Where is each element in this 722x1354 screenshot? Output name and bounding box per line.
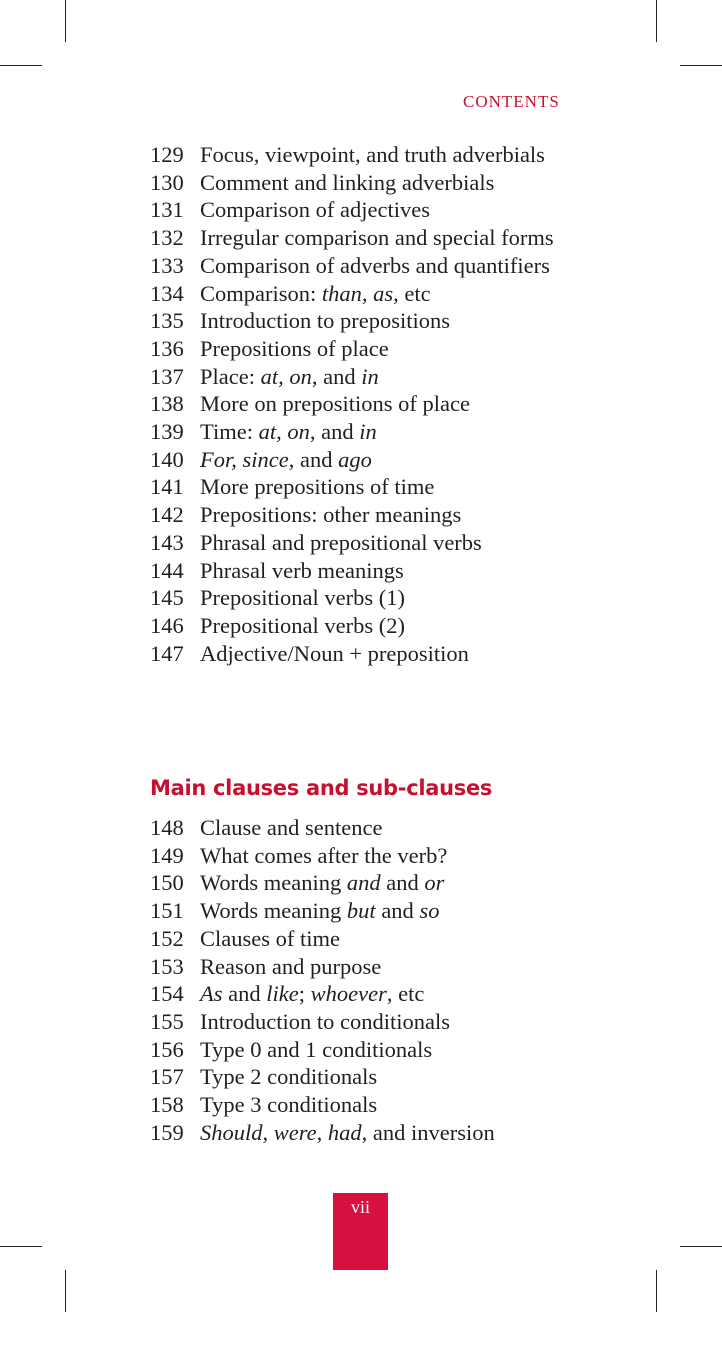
entry-title-italic: like bbox=[266, 981, 299, 1007]
entry-title-italic: or bbox=[424, 870, 445, 896]
entry-title-italic: were bbox=[273, 1119, 317, 1145]
entry-title-text: , and inversion bbox=[361, 1119, 495, 1145]
entry-number: 153 bbox=[150, 953, 184, 979]
entry-title bbox=[200, 501, 590, 529]
contents-entry bbox=[150, 612, 590, 640]
entry-number: 147 bbox=[150, 640, 184, 666]
entry-title-text: Comparison: bbox=[200, 280, 322, 306]
contents-entry bbox=[150, 1091, 590, 1119]
contents-entry bbox=[150, 169, 590, 197]
entry-title-text: Clauses of time bbox=[200, 925, 340, 951]
entry-title-text: Phrasal and prepositional verbs bbox=[200, 529, 482, 555]
contents-entry bbox=[150, 141, 590, 169]
contents-entry bbox=[150, 363, 590, 391]
entry-title bbox=[200, 363, 590, 391]
entry-title bbox=[200, 169, 590, 197]
entry-number: 155 bbox=[150, 1008, 184, 1034]
entry-title bbox=[200, 446, 590, 474]
contents-entry bbox=[150, 390, 590, 418]
contents-entry bbox=[150, 529, 590, 557]
page-number: vii bbox=[333, 1193, 388, 1270]
contents-entry bbox=[150, 980, 590, 1008]
entry-title bbox=[200, 869, 590, 897]
entry-title-italic: at, on bbox=[260, 363, 312, 389]
entry-title bbox=[200, 1036, 590, 1064]
crop-mark-top-left-vertical bbox=[65, 0, 66, 42]
entry-number: 130 bbox=[150, 169, 184, 195]
entry-title bbox=[200, 196, 590, 224]
entry-title-italic: in bbox=[359, 419, 377, 445]
entry-number: 152 bbox=[150, 925, 184, 951]
entry-title-text: More prepositions of time bbox=[200, 474, 435, 500]
entry-title-text: Irregular comparison and special forms bbox=[200, 225, 554, 251]
entry-title-text: Words meaning bbox=[200, 870, 347, 896]
entry-title-text: Time: bbox=[200, 419, 259, 445]
entry-title-text: What comes after the verb? bbox=[200, 842, 448, 868]
entry-title-text: , and bbox=[309, 419, 360, 445]
contents-list-part1 bbox=[150, 141, 590, 667]
contents-entry bbox=[150, 842, 590, 870]
entry-title-text: , and bbox=[288, 446, 339, 472]
entry-title bbox=[200, 141, 590, 169]
entry-title-text: Introduction to prepositions bbox=[200, 308, 450, 334]
entry-title bbox=[200, 1091, 590, 1119]
entry-title bbox=[200, 557, 590, 585]
entry-title-text: Prepositions of place bbox=[200, 335, 389, 361]
entry-title-italic: at, on bbox=[258, 419, 310, 445]
entry-number: 156 bbox=[150, 1036, 184, 1062]
contents-list-part2 bbox=[150, 814, 590, 1146]
crop-mark-top-right-vertical bbox=[656, 0, 657, 42]
entry-title bbox=[200, 842, 590, 870]
entry-title-italic: had bbox=[327, 1119, 362, 1145]
entry-title-text: Comparison of adverbs and quantifiers bbox=[200, 252, 550, 278]
contents-entry bbox=[150, 196, 590, 224]
contents-entry bbox=[150, 307, 590, 335]
entry-title bbox=[200, 252, 590, 280]
contents-entry bbox=[150, 925, 590, 953]
entry-title-text: Introduction to conditionals bbox=[200, 1008, 450, 1034]
contents-entry bbox=[150, 335, 590, 363]
entry-title-text: and bbox=[380, 870, 425, 896]
entry-title-italic: As bbox=[200, 981, 223, 1007]
entry-title bbox=[200, 473, 590, 501]
entry-title-italic: in bbox=[361, 363, 379, 389]
entry-number: 150 bbox=[150, 870, 184, 896]
contents-entry bbox=[150, 953, 590, 981]
entry-number: 145 bbox=[150, 585, 184, 611]
running-head: CONTENTS bbox=[463, 92, 560, 111]
entry-title-text: Adjective/Noun + preposition bbox=[200, 640, 469, 666]
entry-number: 143 bbox=[150, 529, 184, 555]
entry-title bbox=[200, 1063, 590, 1091]
entry-number: 140 bbox=[150, 446, 184, 472]
entry-title bbox=[200, 529, 590, 557]
entry-title bbox=[200, 224, 590, 252]
crop-mark-top-right-horizontal bbox=[680, 65, 722, 66]
entry-number: 148 bbox=[150, 815, 184, 840]
contents-entry bbox=[150, 584, 590, 612]
contents-entry bbox=[150, 869, 590, 897]
entry-number: 135 bbox=[150, 308, 184, 334]
entry-title-text: Phrasal verb meanings bbox=[200, 557, 404, 583]
contents-entry bbox=[150, 473, 590, 501]
entry-title-text: and bbox=[375, 898, 420, 924]
entry-title-text: , and bbox=[311, 363, 362, 389]
entry-title bbox=[200, 584, 590, 612]
entry-title bbox=[200, 280, 590, 308]
section-heading: Main clauses and sub-clauses bbox=[150, 776, 493, 800]
contents-entry bbox=[150, 501, 590, 529]
contents-entry bbox=[150, 1036, 590, 1064]
entry-title bbox=[200, 612, 590, 640]
entry-title-text: Comment and linking adverbials bbox=[200, 169, 495, 195]
entry-number: 151 bbox=[150, 898, 184, 924]
entry-title-text: Type 0 and 1 conditionals bbox=[200, 1036, 433, 1062]
entry-number: 133 bbox=[150, 252, 184, 278]
contents-entry bbox=[150, 897, 590, 925]
crop-mark-bottom-left-vertical bbox=[65, 1270, 66, 1312]
crop-mark-bottom-left-horizontal bbox=[0, 1246, 42, 1247]
entry-title bbox=[200, 307, 590, 335]
entry-title-italic: and bbox=[346, 870, 381, 896]
entry-title-text: Type 3 conditionals bbox=[200, 1092, 378, 1118]
entry-title-text: Prepositions: other meanings bbox=[200, 502, 462, 528]
entry-number: 129 bbox=[150, 142, 184, 167]
crop-mark-top-left-horizontal bbox=[0, 65, 42, 66]
entry-title-text: Place: bbox=[200, 363, 261, 389]
entry-number: 132 bbox=[150, 225, 184, 251]
entry-title-text: , etc bbox=[386, 981, 425, 1007]
entry-title bbox=[200, 925, 590, 953]
entry-title-italic: so bbox=[419, 898, 440, 924]
entry-title-text: Type 2 conditionals bbox=[200, 1064, 378, 1090]
entry-title bbox=[200, 390, 590, 418]
contents-entry bbox=[150, 1008, 590, 1036]
contents-entry bbox=[150, 640, 590, 668]
entry-title-text: More on prepositions of place bbox=[200, 391, 470, 417]
entry-title-text: Words meaning bbox=[200, 898, 347, 924]
entry-title bbox=[200, 980, 590, 1008]
entry-number: 146 bbox=[150, 612, 184, 638]
entry-title bbox=[200, 953, 590, 981]
entry-title-text: , bbox=[316, 1119, 328, 1145]
entry-number: 157 bbox=[150, 1064, 184, 1090]
entry-number: 154 bbox=[150, 981, 184, 1007]
entry-title-text: Reason and purpose bbox=[200, 953, 382, 979]
entry-title-text: Comparison of adjectives bbox=[200, 197, 430, 223]
entry-title-italic: ago bbox=[338, 446, 372, 472]
contents-entry bbox=[150, 1063, 590, 1091]
entry-title bbox=[200, 640, 590, 668]
entry-number: 139 bbox=[150, 419, 184, 445]
crop-mark-bottom-right-vertical bbox=[656, 1270, 657, 1312]
entry-number: 149 bbox=[150, 842, 184, 868]
contents-entry bbox=[150, 814, 590, 842]
entry-title-italic: Should bbox=[200, 1119, 263, 1145]
entry-title-text: , bbox=[262, 1119, 274, 1145]
contents-entry bbox=[150, 446, 590, 474]
crop-mark-bottom-right-horizontal bbox=[680, 1246, 722, 1247]
contents-entry bbox=[150, 1119, 590, 1147]
entry-title-italic: but bbox=[346, 898, 376, 924]
entry-number: 142 bbox=[150, 502, 184, 528]
entry-title-text: Prepositional verbs (2) bbox=[200, 612, 405, 638]
contents-entry bbox=[150, 280, 590, 308]
entry-number: 134 bbox=[150, 280, 184, 306]
entry-title-text: Prepositional verbs (1) bbox=[200, 585, 405, 611]
entry-number: 158 bbox=[150, 1092, 184, 1118]
entry-title-text: Focus, viewpoint, and truth adverbials bbox=[200, 142, 545, 167]
entry-title-text: and bbox=[222, 981, 267, 1007]
entry-title bbox=[200, 335, 590, 363]
entry-number: 136 bbox=[150, 335, 184, 361]
entry-title bbox=[200, 814, 590, 842]
entry-number: 137 bbox=[150, 363, 184, 389]
entry-number: 144 bbox=[150, 557, 184, 583]
entry-number: 159 bbox=[150, 1119, 184, 1145]
entry-title bbox=[200, 1119, 590, 1147]
entry-title-text: , etc bbox=[393, 280, 431, 306]
entry-title-italic: whoever bbox=[310, 981, 387, 1007]
entry-number: 141 bbox=[150, 474, 184, 500]
entry-title bbox=[200, 897, 590, 925]
entry-number: 138 bbox=[150, 391, 184, 417]
contents-entry bbox=[150, 557, 590, 585]
contents-entry bbox=[150, 252, 590, 280]
contents-entry bbox=[150, 418, 590, 446]
entry-title-italic: For, since bbox=[200, 446, 289, 472]
entry-title bbox=[200, 418, 590, 446]
entry-title-text: ; bbox=[298, 981, 311, 1007]
entry-title-text: Clause and sentence bbox=[200, 815, 383, 840]
entry-number: 131 bbox=[150, 197, 184, 223]
entry-title-italic: than, as bbox=[321, 280, 394, 306]
contents-entry bbox=[150, 224, 590, 252]
entry-title bbox=[200, 1008, 590, 1036]
